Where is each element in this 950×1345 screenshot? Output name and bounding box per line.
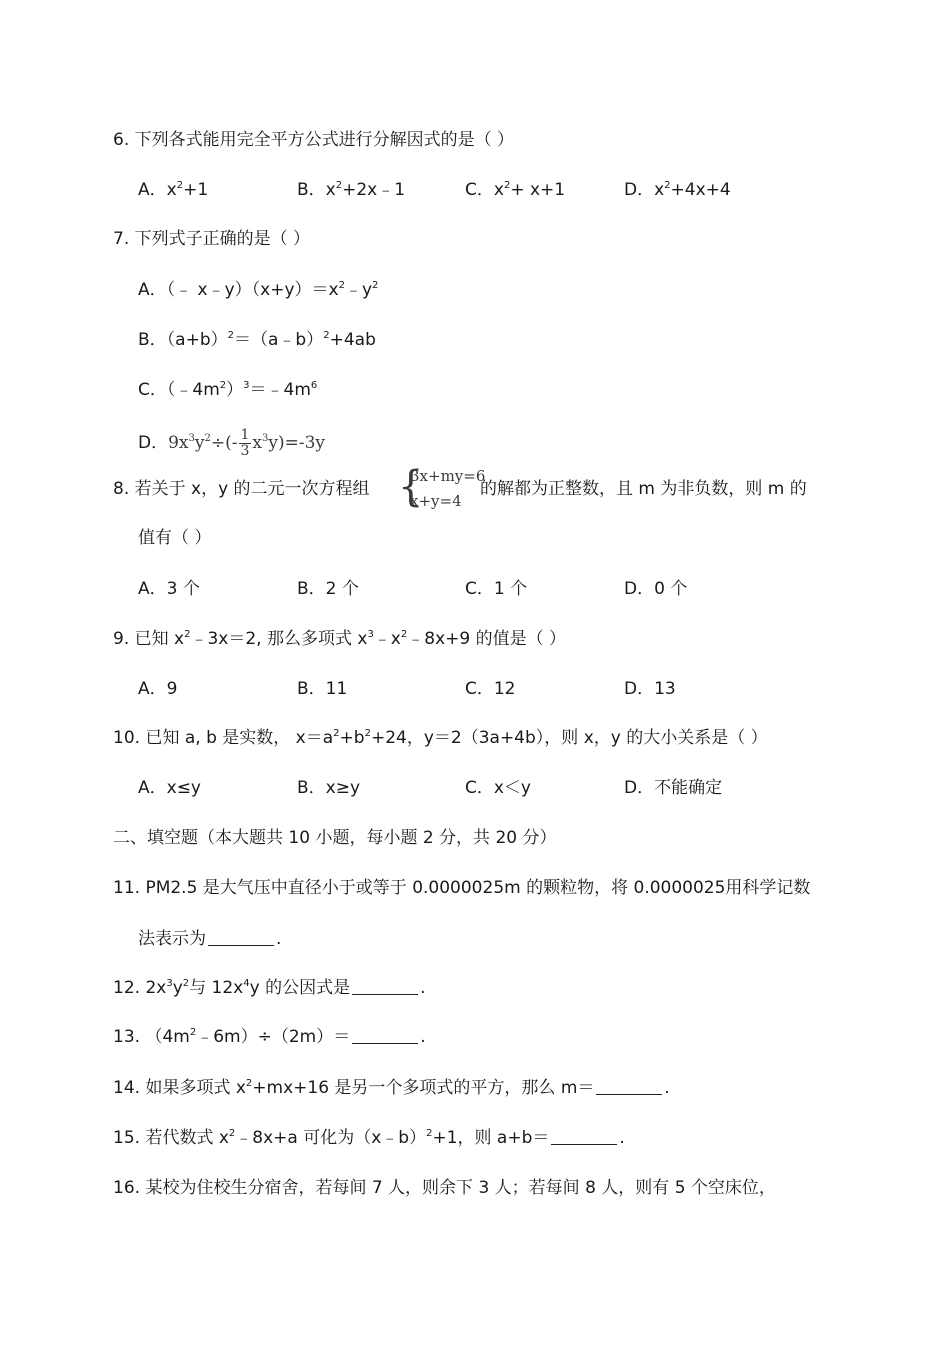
exponent: 2 xyxy=(426,1128,433,1139)
q16-line1: 16. 某校为住校生分宿舍，若每间 7 人，则余下 3 人；若每间 8 人，则有 5 个空床位， xyxy=(113,1178,776,1198)
text: +b xyxy=(339,728,365,748)
expr: 9x xyxy=(168,433,189,453)
text: 13. （4m xyxy=(113,1027,190,1047)
expr: y xyxy=(194,433,205,453)
q10-option-a: A．x≤y xyxy=(138,778,201,798)
text: . xyxy=(664,1078,670,1098)
option-label: B． xyxy=(138,330,167,350)
answer-blank[interactable] xyxy=(551,1130,617,1145)
text: 12. 2x xyxy=(113,978,167,998)
expr: x xyxy=(654,180,665,200)
text: ﹣x xyxy=(373,629,401,649)
text: ﹣6m）÷（2m）＝ xyxy=(196,1027,351,1047)
minus-sign: - xyxy=(231,433,238,453)
q9-option-a: A．9 xyxy=(138,679,178,699)
equation-system xyxy=(398,462,486,513)
text: +24，y＝2（3a+4b），则 x，y 的大小关系是（ ） xyxy=(370,728,768,748)
text: ﹣8x+9 的值是（ ） xyxy=(407,629,566,649)
exponent: 6 xyxy=(310,380,318,391)
exponent: 2 xyxy=(364,728,371,739)
text: ﹣3x＝2, 那么多项式 x xyxy=(190,629,368,649)
text: 与 12x xyxy=(189,978,244,998)
text: 9. 已知 x xyxy=(113,629,185,649)
equation-image xyxy=(168,427,326,459)
expr: +4x+4 xyxy=(670,180,731,200)
exponent: 4 xyxy=(243,978,250,989)
exponent: 2 xyxy=(182,978,190,989)
brace-icon: { xyxy=(398,462,424,512)
expr: ） xyxy=(226,380,244,400)
numerator: 1 xyxy=(240,427,250,443)
q8-stem-pre: 8. 若关于 x，y 的二元一次方程组 xyxy=(113,479,370,499)
denominator: 3 xyxy=(240,443,250,459)
expr: ﹣y xyxy=(344,280,373,300)
option-label: C． xyxy=(138,380,167,400)
exponent: 2 xyxy=(228,1128,236,1139)
expr: ＝（a﹣b） xyxy=(234,330,324,350)
q9-option-d: D．13 xyxy=(624,679,676,699)
q8-stem-line2: 值有（ ） xyxy=(138,528,212,548)
option-label: B． xyxy=(297,180,326,200)
text: . xyxy=(420,1027,426,1047)
q7-stem: 7. 下列式子正确的是（ ） xyxy=(113,229,311,249)
expr: （﹣4m xyxy=(166,380,220,400)
text: +mx+16 是另一个多项式的平方，那么 m＝ xyxy=(252,1078,595,1098)
q6-option-b xyxy=(297,179,405,201)
text: 10. 已知 a, b 是实数， x＝a xyxy=(113,728,334,748)
answer-blank[interactable] xyxy=(352,1029,418,1044)
exponent: 2 xyxy=(176,180,184,191)
q9-option-b: B．11 xyxy=(297,679,348,699)
answer-blank[interactable] xyxy=(352,980,418,995)
text: . xyxy=(276,929,282,949)
q6-option-a xyxy=(138,179,208,201)
q7-option-a xyxy=(138,279,378,301)
exponent: 3 xyxy=(166,978,173,989)
text: . xyxy=(420,978,426,998)
exponent: 2 xyxy=(400,629,408,640)
q8-option-b: B．2 个 xyxy=(297,579,359,599)
text: 15. 若代数式 x xyxy=(113,1128,229,1148)
option-label: D． xyxy=(138,433,169,453)
expr: （a+b） xyxy=(166,330,228,350)
q12-stem xyxy=(113,977,426,999)
option-label: A． xyxy=(138,180,167,200)
text: . xyxy=(619,1128,625,1148)
exponent: 2 xyxy=(335,180,343,191)
expr: x xyxy=(252,433,263,453)
expr: +2x﹣1 xyxy=(342,180,406,200)
q8-option-c: C．1 个 xyxy=(465,579,528,599)
q6-stem: 6. 下列各式能用完全平方公式进行分解因式的是（ ） xyxy=(113,130,515,150)
text: y xyxy=(172,978,183,998)
q11-line1: 11. PM2.5 是大气压中直径小于或等于 0.0000025m 的颗粒物，将 0.0000025用科学记数 xyxy=(113,878,811,898)
section-heading: 二、填空题（本大题共 10 小题，每小题 2 分，共 20 分） xyxy=(113,828,557,848)
exponent: 2 xyxy=(323,330,330,341)
exponent: 2 xyxy=(503,180,511,191)
q6-option-d xyxy=(624,179,731,201)
q10-option-d: D．不能确定 xyxy=(624,778,723,798)
exponent: 3 xyxy=(188,433,195,444)
q14-stem xyxy=(113,1077,670,1099)
exponent: 3 xyxy=(262,433,269,444)
q15-stem xyxy=(113,1127,625,1149)
expr: +1 xyxy=(183,180,209,200)
expr: y)=-3y xyxy=(268,433,326,453)
exponent: 2 xyxy=(189,1027,197,1038)
q7-option-d xyxy=(138,428,325,459)
expr: ＝﹣4m xyxy=(249,380,311,400)
exponent: 2 xyxy=(227,330,234,341)
exponent: 2 xyxy=(219,380,227,391)
expr: + x+1 xyxy=(510,180,566,200)
q7-option-c xyxy=(138,379,317,401)
expr: x xyxy=(325,180,336,200)
q10-stem xyxy=(113,727,768,749)
q13-stem xyxy=(113,1026,426,1048)
q10-option-b: B．x≥y xyxy=(297,778,361,798)
equation-2: x+y=4 xyxy=(410,492,462,510)
expr: （﹣ x﹣y）（x+y）＝x xyxy=(166,280,339,300)
fraction xyxy=(239,428,252,459)
text: 法表示为 xyxy=(138,929,206,949)
answer-blank[interactable] xyxy=(596,1080,662,1095)
expr: x xyxy=(493,180,504,200)
text: y 的公因式是 xyxy=(249,978,351,998)
option-label: A． xyxy=(138,280,167,300)
option-label: D． xyxy=(624,180,655,200)
q8-stem-post: 的解都为正整数，且 m 为非负数，则 m 的 xyxy=(480,479,807,499)
expr: x xyxy=(166,180,177,200)
exponent: 2 xyxy=(245,1078,253,1089)
expr: ÷( xyxy=(210,433,232,453)
exponent: 3 xyxy=(243,380,250,391)
exponent: 2 xyxy=(338,280,345,291)
q10-option-c: C．x＜y xyxy=(465,778,531,798)
exponent: 2 xyxy=(184,629,191,640)
q9-option-c: C．12 xyxy=(465,679,516,699)
exponent: 2 xyxy=(204,433,211,444)
exponent: 2 xyxy=(372,280,379,291)
q6-option-c xyxy=(465,179,565,201)
text: 14. 如果多项式 x xyxy=(113,1078,246,1098)
text: ﹣8x+a 可化为（x﹣b） xyxy=(235,1128,427,1148)
q9-stem xyxy=(113,628,566,650)
option-label: C． xyxy=(465,180,494,200)
q8-option-d: D．0 个 xyxy=(624,579,688,599)
equation-1: 3x+my=6 xyxy=(410,467,486,485)
q8-option-a: A．3 个 xyxy=(138,579,200,599)
exponent: 3 xyxy=(367,629,374,640)
text: +1，则 a+b＝ xyxy=(432,1128,550,1148)
exponent: 2 xyxy=(664,180,671,191)
q11-line2 xyxy=(138,928,281,950)
answer-blank[interactable] xyxy=(208,931,274,946)
exponent: 2 xyxy=(333,728,340,739)
expr: +4ab xyxy=(329,330,376,350)
q7-option-b xyxy=(138,329,376,351)
